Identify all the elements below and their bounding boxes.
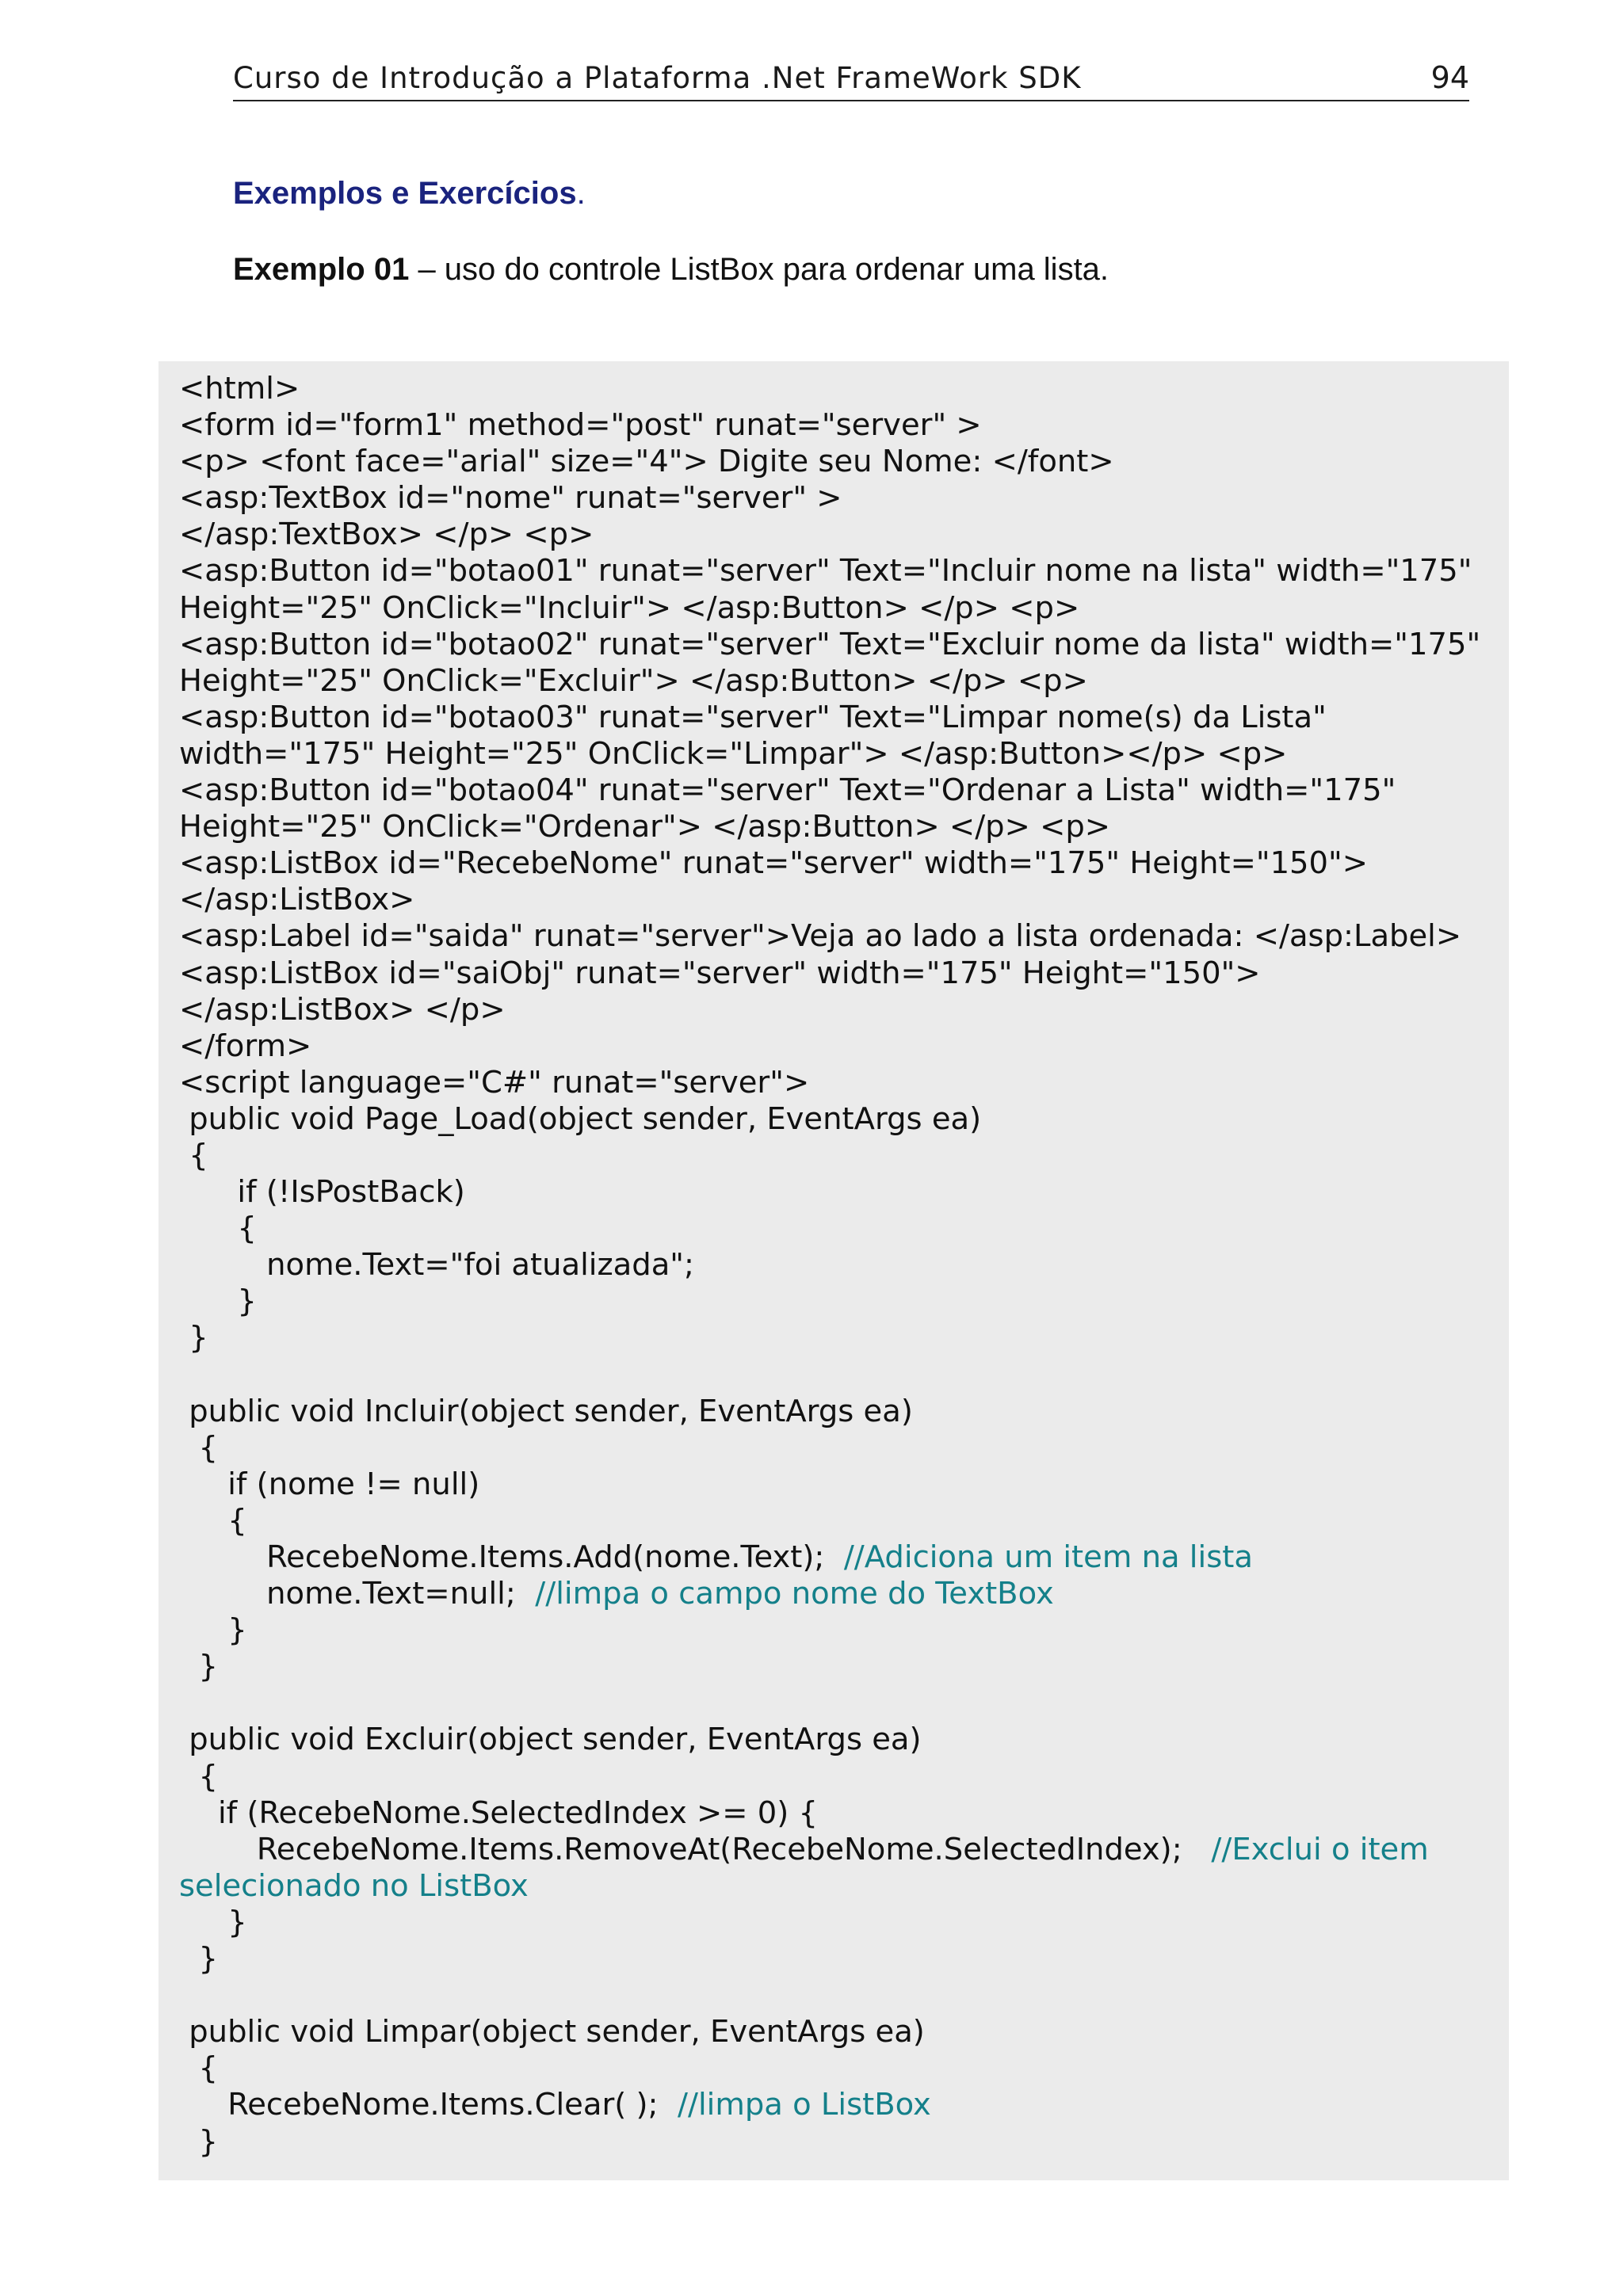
code-line [179,1685,1503,1722]
example-description: – uso do controle ListBox para ordenar uma lista. [409,252,1109,287]
code-line [179,1430,1503,1466]
code-text: } [179,1904,247,1940]
code-text: public void Page_Load(object sender, EventArgs ea) [179,1100,982,1137]
code-text: if (nome != null) [179,1466,480,1502]
section-title-text: Exemplos e Exercícios [233,176,577,211]
code-line [179,1357,1503,1394]
code-line [179,517,1503,553]
code-line [179,627,1503,663]
code-text: <asp:Button id="botao02" runat="server" Text="Excluir nome da lista" width="175" [179,626,1481,662]
code-comment: //Adiciona um item na lista [843,1539,1253,1575]
code-text: { [179,1429,218,1466]
code-line [179,809,1503,845]
page-header [233,54,1469,101]
code-text: } [179,1320,208,1356]
code-text: { [179,2050,218,2087]
code-line [179,1795,1503,1832]
code-line [179,736,1503,772]
code-line [179,1832,1503,1868]
code-line [179,1028,1503,1065]
code-line [179,1394,1503,1430]
code-text: <html> [179,371,300,406]
code-line [179,1649,1503,1685]
code-line [179,1539,1503,1576]
code-line [179,1247,1503,1283]
code-line [179,1978,1503,2014]
code-text: </asp:TextBox> </p> <p> [179,517,594,553]
code-listing [179,371,1503,2161]
code-line [179,2050,1503,2087]
code-line [179,663,1503,700]
code-line [179,955,1503,992]
section-title [233,176,586,212]
code-text: } [179,1612,247,1649]
code-line [179,1612,1503,1649]
code-text: Height="25" OnClick="Ordenar"> </asp:Button> </p> <p> [179,809,1111,845]
code-text: } [179,2123,218,2160]
code-text: <script language="C#" runat="server"> [179,1064,810,1100]
code-text: <asp:Button id="botao03" runat="server" Text="Limpar nome(s) da Lista" [179,699,1327,735]
code-line [179,918,1503,955]
code-line [179,371,1503,407]
code-line [179,1503,1503,1539]
example-label: Exemplo 01 [233,252,410,287]
code-text: Height="25" OnClick="Incluir"> </asp:Button> </p> <p> [179,589,1080,626]
code-text: { [179,1758,218,1794]
code-line [179,407,1503,444]
header-title: Curso de Introdução a Plataforma .Net FrameWork SDK [233,61,1082,95]
code-comment: //limpa o campo nome do TextBox [535,1576,1054,1612]
code-line [179,1868,1503,1905]
code-text: <p> <font face="arial" size="4"> Digite seu Nome: </font> [179,444,1114,480]
code-text: Height="25" OnClick="Excluir"> </asp:Button> </p> <p> [179,662,1088,699]
code-line [179,1283,1503,1320]
code-text: </asp:ListBox> </p> [179,991,506,1028]
code-line [179,1174,1503,1211]
code-text: if (RecebeNome.SelectedIndex >= 0) { [179,1794,819,1831]
code-line [179,1576,1503,1612]
example-heading [233,252,1109,288]
code-line [179,1466,1503,1503]
code-line [179,590,1503,627]
code-text: } [179,1283,257,1320]
code-line [179,845,1503,882]
code-text: RecebeNome.Items.RemoveAt(RecebeNome.SelectedIndex); [179,1831,1212,1867]
code-line [179,2087,1503,2123]
code-text: public void Limpar(object sender, EventArgs ea) [179,2014,925,2050]
code-line [179,1941,1503,1978]
code-block [158,361,1509,2180]
code-text: } [179,1941,218,1978]
code-text: <form id="form1" method="post" runat="server" > [179,407,982,444]
page-number: 94 [1430,60,1469,95]
code-line [179,1905,1503,1941]
code-text: public void Excluir(object sender, EventArgs ea) [179,1722,922,1758]
code-line [179,1722,1503,1758]
code-text: <asp:Label id="saida" runat="server">Veja ao lado a lista ordenada: </asp:Label> [179,918,1462,955]
code-line [179,1138,1503,1174]
code-comment: //Exclui o item [1211,1831,1429,1867]
code-line [179,553,1503,589]
code-text: </asp:ListBox> [179,882,415,918]
code-text: nome.Text="foi atualizada"; [179,1247,694,1283]
code-text: { [179,1502,247,1539]
code-line [179,1101,1503,1138]
code-text: <asp:ListBox id="RecebeNome" runat="server" width="175" Height="150"> [179,845,1369,882]
code-line [179,2014,1503,2050]
code-line [179,1759,1503,1795]
code-text: width="175" Height="25" OnClick="Limpar"> </asp:Button></p> <p> [179,735,1288,772]
code-text: } [179,1649,218,1685]
code-text: { [179,1137,208,1173]
code-text: <asp:TextBox id="nome" runat="server" > [179,480,842,517]
code-line [179,772,1503,809]
code-text: <asp:Button id="botao04" runat="server" Text="Ordenar a Lista" width="175" [179,772,1396,809]
code-line [179,992,1503,1028]
code-text: </form> [179,1028,312,1064]
code-text: if (!IsPostBack) [179,1174,465,1211]
code-line [179,700,1503,736]
code-line [179,2124,1503,2161]
code-line [179,480,1503,517]
code-text: <asp:ListBox id="saiObj" runat="server" width="175" Height="150"> [179,955,1261,991]
code-line [179,1320,1503,1356]
code-text: RecebeNome.Items.Add(nome.Text); [179,1539,844,1575]
code-comment: selecionado no ListBox [179,1867,529,1904]
section-title-dot: . [576,176,586,211]
code-line [179,1065,1503,1101]
code-text: nome.Text=null; [179,1576,536,1612]
code-line [179,882,1503,918]
code-text: <asp:Button id="botao01" runat="server" Text="Incluir nome na lista" width="175" [179,553,1472,589]
code-comment: //limpa o ListBox [678,2087,931,2123]
code-line [179,444,1503,480]
code-text: { [179,1211,257,1247]
code-text: RecebeNome.Items.Clear( ); [179,2087,678,2123]
code-text: public void Incluir(object sender, EventArgs ea) [179,1393,913,1429]
code-line [179,1211,1503,1247]
